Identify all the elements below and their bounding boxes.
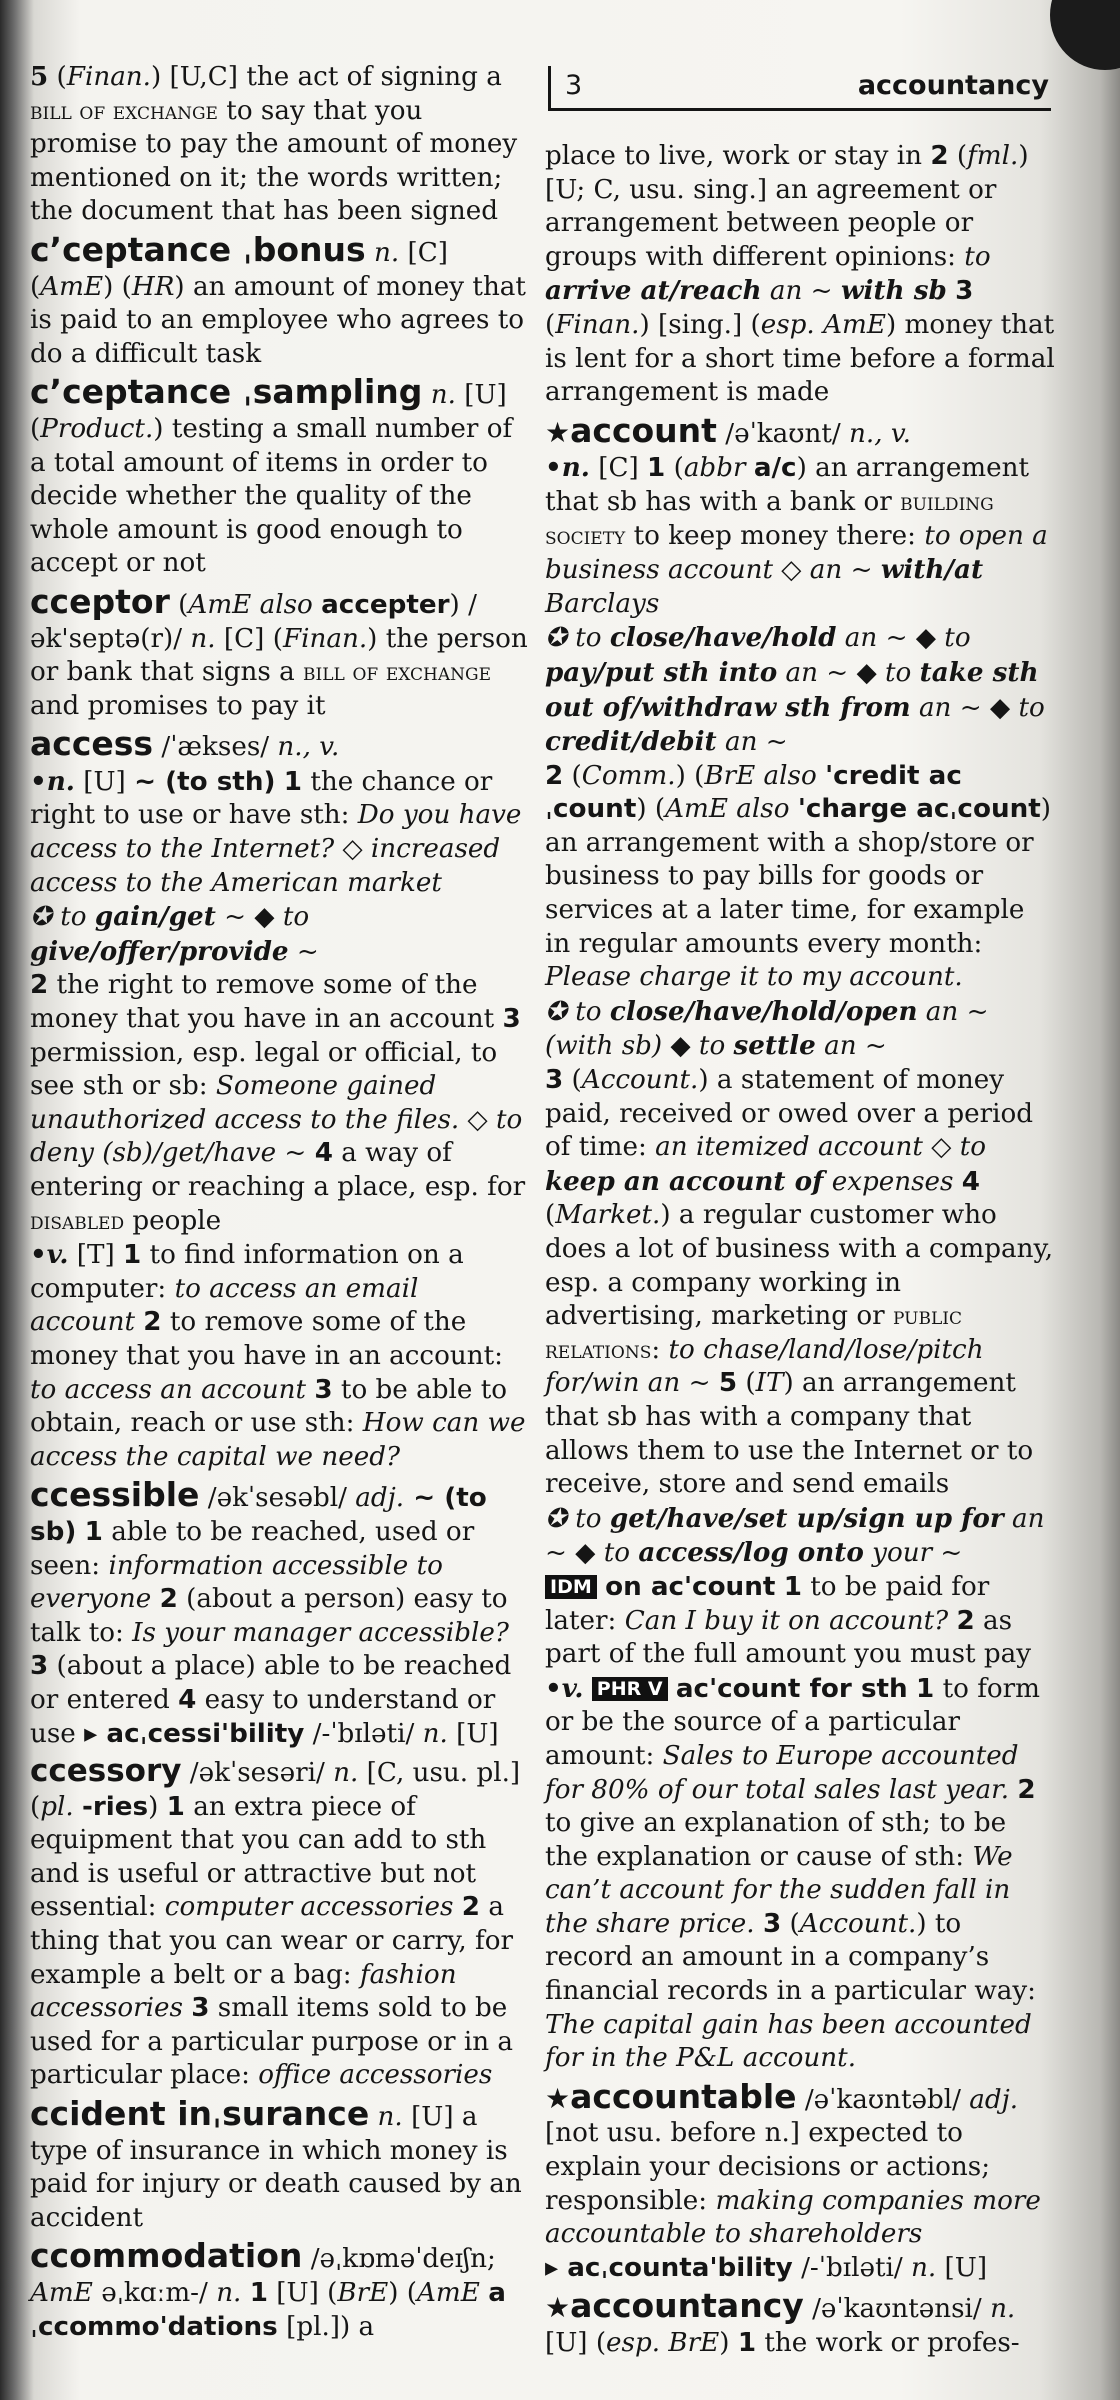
headword: c’ceptance ˌbonus <box>30 229 366 269</box>
phrasal-verb-label: PHR V <box>592 1677 668 1701</box>
entry-accident-insurance: ccident inˌsurance n. [U] a type of insurance in which money is paid for injury or death caused by an accident <box>30 2094 522 2233</box>
entry-acceptance-sampling: c’ceptance ˌsampling n. [U] (Product.) testing a small number of a total amount of items in order to decide whether the quality of the whole amount is good enough to accept or not <box>30 372 513 579</box>
headword: ccessible <box>30 1475 200 1515</box>
entry-acceptance-bonus: c’ceptance ˌbonus n. [C] (AmE) (HR) an amount of money that is paid to an employee who agrees to do a difficult task <box>30 229 526 369</box>
page-corner-shadow <box>1050 0 1120 70</box>
headword: accountancy <box>570 2286 804 2326</box>
right-column <box>545 140 1055 2365</box>
running-head: accountancy <box>857 70 1049 101</box>
headword: accountable <box>570 2076 797 2116</box>
star-icon: ★ <box>545 2081 571 2115</box>
headword: ccommodation <box>30 2236 303 2276</box>
entry-accessible: ccessible /əkˈsesəbl/ adj. ~ (to sb) 1 able to be reached, used or seen: information accessible to everyone 2 (about a person) easy to talk to: Is your manager accessible? 3 (about a place) able to be reached or entered 4 easy to understand or use ▸ acˌcessi'bility /-ˈbɪləti/ n. [U] <box>30 1475 512 1749</box>
entry-acceptance-sense-5: 5 (Finan.) [U,C] the act of signing a bill of exchange to say that you promise to pay the amount of money mentioned on it; the words written; the document that has been signed <box>30 61 518 227</box>
headword: ccessory <box>30 1753 182 1790</box>
page-header <box>548 66 1051 111</box>
headword: access <box>30 724 154 764</box>
star-icon: ★ <box>545 415 571 449</box>
page-number: 3 <box>565 70 583 101</box>
headword: cceptor <box>30 581 170 621</box>
entry-accommodation: ccommodation /əˌkɒməˈdeɪʃn; AmE əˌkɑːm-/ n. 1 [U] (BrE) (AmE aˌccommo'dations [pl.]) a <box>30 2236 506 2342</box>
entry-accommodation-continued: place to live, work or stay in 2 (fml.) [U; C, usu. sing.] an agreement or arrangement between people or groups with different opinions: to arrive at/reach an ~ with sb 3 (Finan.) [sing.] (esp. AmE) money that is lent for a short time before a formal arrangement is made <box>545 141 1055 408</box>
entry-accessory: ccessory /əkˈsesəri/ n. [C, usu. pl.] (pl. -ries) 1 an extra piece of equipment that you can add to sth and is useful or attractive but not essential: computer accessories 2 a thing that you can wear or carry, for example a belt or a bag: fashion accessories 3 small items sold to be used for a particular purpose or in a particular place: office accessories <box>30 1753 521 2091</box>
entry-access: access /ˈækses/ n., v. •n. [U] ~ (to sth) 1 the chance or right to use or have sth: Do you have access to the Internet? ◇ increased access to the American market ✪ to gain/get ~ ◆ to give/offer/provide ~ 2 the right to remove some of the money that you have in an account 3 permission, esp. legal or official, to see sth or sb: Someone gained unauthorized access to the files. ◇ to deny (sb)/get/have ~ 4 a way of entering or reaching a place, esp. for disabled people •v. [T] 1 to find information on a computer: to access an email account 2 to remove some of the money that you have in an account: to access an account 3 to be able to obtain, reach or use sth: How can we access the capital we need? <box>30 724 526 1472</box>
left-column <box>30 60 530 2348</box>
star-icon: ★ <box>545 2291 571 2325</box>
headword: account <box>570 410 717 450</box>
entry-accountancy: ★accountancy /əˈkaʊntənsi/ n. [U] (esp. BrE) 1 the work or profes- <box>545 2286 1020 2358</box>
idiom-label: IDM <box>545 1575 597 1599</box>
headword: ccident inˌsurance <box>30 2094 370 2134</box>
headword: c’ceptance ˌsampling <box>30 372 423 412</box>
entry-accountable: ★accountable /əˈkaʊntəbl/ adj. [not usu. before n.] expected to explain your decisions or actions; responsible: making companies more accountable to shareholders ▸ acˌcounta'bility /-ˈbɪləti/ n. [U] <box>545 2076 1041 2283</box>
entry-account: ★account /əˈkaʊnt/ n., v. •n. [C] 1 (abbr a/c) an arrangement that sb has with a bank or building society to keep money there: to open a business account ◇ an ~ with/at Barclays ✪ to close/have/hold an ~ ◆ to pay/put sth into an ~ ◆ to take sth out of/withdraw sth from an ~ ◆ to credit/debit an ~ 2 (Comm.) (BrE also 'credit acˌcount) (AmE also 'charge acˌcount) an arrangement with a shop/store or business to pay bills for goods or services at a later time, for example in regular amounts every month: Please charge it to my account. ✪ to close/have/hold/open an ~ (with sb) ◆ to settle an ~ 3 (Account.) a statement of money paid, received or owed over a period of time: an itemized account ◇ to keep an account of expenses 4 (Market.) a regular customer who does a lot of business with a company, esp. a company working in advertising, marketing or public relations: to chase/land/lose/pitch for/win an ~ 5 (IT) an arrangement that sb has with a company that allows them to use the Internet or to receive, store and send emails ✪ to get/have/set up/sign up for an ~ ◆ to access/log onto your ~ IDM on ac'count 1 to be paid for later: Can I buy it on account? 2 as part of the full amount you must pay •v. PHR V ac'count for sth 1 to form or be the source of a particular amount: Sales to Europe accounted for 80% of our total sales last year. 2 to give an explanation of sth; to be the explanation or cause of sth: We can’t account for the sudden fall in the share price. 3 (Account.) to record an amount in a company’s financial records in a particular way: The capital gain has been accounted for in the P&L account. <box>545 410 1054 2074</box>
entry-acceptor: cceptor (AmE also accepter) /ək'septə(r)/ n. [C] (Finan.) the person or bank that signs a bill of exchange and promises to pay it <box>30 581 528 721</box>
